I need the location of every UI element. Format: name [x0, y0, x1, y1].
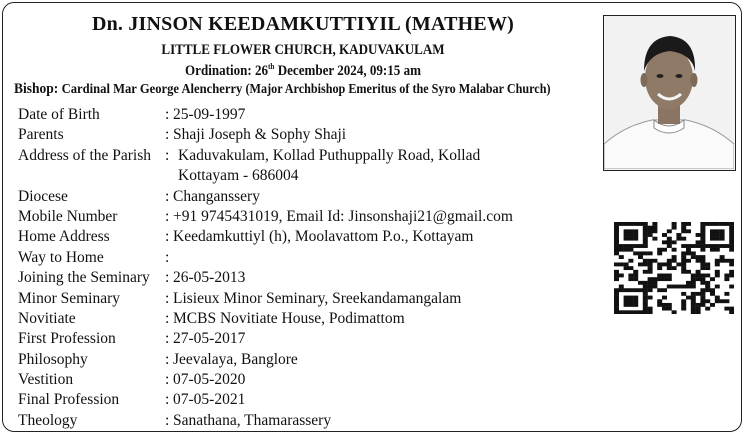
detail-value: 07-05-2020	[173, 371, 246, 389]
detail-value: Lisieux Minor Seminary, Sreekandamangalam	[173, 289, 462, 307]
portrait-photo	[603, 15, 736, 171]
qr-code	[614, 222, 734, 314]
profile-card	[2, 2, 742, 432]
detail-label: Date of Birth	[18, 106, 100, 123]
bishop-label: Bishop:	[14, 81, 62, 97]
detail-label: Philosophy	[18, 350, 88, 368]
detail-value: Keedamkuttiyl (h), Moolavattom P.o., Kottayam	[173, 228, 474, 246]
detail-value: Jeevalaya, Banglore	[173, 350, 298, 368]
bishop-name: Cardinal Mar George Alencherry	[61, 82, 246, 97]
ordination-line	[33, 62, 573, 80]
detail-separator: :	[165, 269, 170, 287]
detail-value: Sanathana, Thamarassery	[173, 411, 332, 429]
detail-separator: :	[165, 126, 170, 144]
ordination-suffix: December 2024, 09:15 am	[274, 62, 421, 79]
detail-separator: :	[165, 330, 170, 348]
detail-label: Novitiate	[18, 309, 76, 327]
detail-label: First Profession	[18, 330, 116, 348]
detail-separator: :	[165, 411, 170, 429]
deacon-name: Dn. JINSON KEEDAMKUTTIYIL (MATHEW)	[91, 13, 515, 35]
detail-label: Joining the Seminary	[18, 269, 150, 287]
detail-label: Vestition	[18, 371, 74, 389]
detail-separator: :	[165, 106, 170, 123]
detail-label: Final Profession	[18, 391, 120, 409]
detail-value: 26-05-2013	[173, 269, 246, 287]
detail-label: Address of the Parish	[18, 146, 152, 164]
detail-value: Shaji Joseph & Sophy Shaji	[173, 126, 347, 144]
detail-separator: :	[165, 207, 170, 225]
detail-value: Kaduvakulam, Kollad Puthuppally Road, Kollad	[178, 146, 481, 164]
detail-value-line2: Kottayam - 686004	[178, 167, 299, 185]
detail-label: Minor Seminary	[18, 289, 121, 307]
detail-separator: :	[165, 146, 170, 164]
detail-label: Theology	[18, 411, 78, 429]
detail-separator: :	[165, 371, 170, 389]
detail-value: Changanssery	[173, 187, 260, 205]
detail-label: Way to Home	[18, 248, 104, 266]
detail-value: 25-09-1997	[173, 106, 246, 123]
detail-separator: :	[165, 248, 170, 266]
ordination-sup: th	[268, 62, 275, 71]
detail-label: Mobile Number	[18, 207, 118, 225]
detail-value: 07-05-2021	[173, 391, 246, 409]
detail-separator: :	[165, 309, 170, 327]
detail-separator: :	[165, 228, 170, 246]
detail-label: Parents	[18, 126, 64, 144]
ordination-prefix: Ordination: 26	[185, 62, 269, 79]
detail-value: MCBS Novitiate House, Podimattom	[173, 309, 405, 327]
detail-separator: :	[165, 187, 170, 205]
detail-value: 27-05-2017	[173, 330, 246, 348]
detail-separator: :	[165, 391, 170, 409]
detail-separator: :	[165, 350, 170, 368]
detail-label: Diocese	[18, 187, 68, 205]
church-name: LITTLE FLOWER CHURCH, KADUVAKULAM	[161, 42, 445, 58]
detail-value: +91 9745431019, Email Id: Jinsonshaji21@gmail.com	[173, 207, 513, 225]
bishop-title: (Major Archbishop Emeritus of the Syro Malabar Church)	[245, 81, 551, 96]
detail-label: Home Address	[18, 228, 110, 246]
detail-separator: :	[165, 289, 170, 307]
bishop-line	[14, 81, 550, 98]
